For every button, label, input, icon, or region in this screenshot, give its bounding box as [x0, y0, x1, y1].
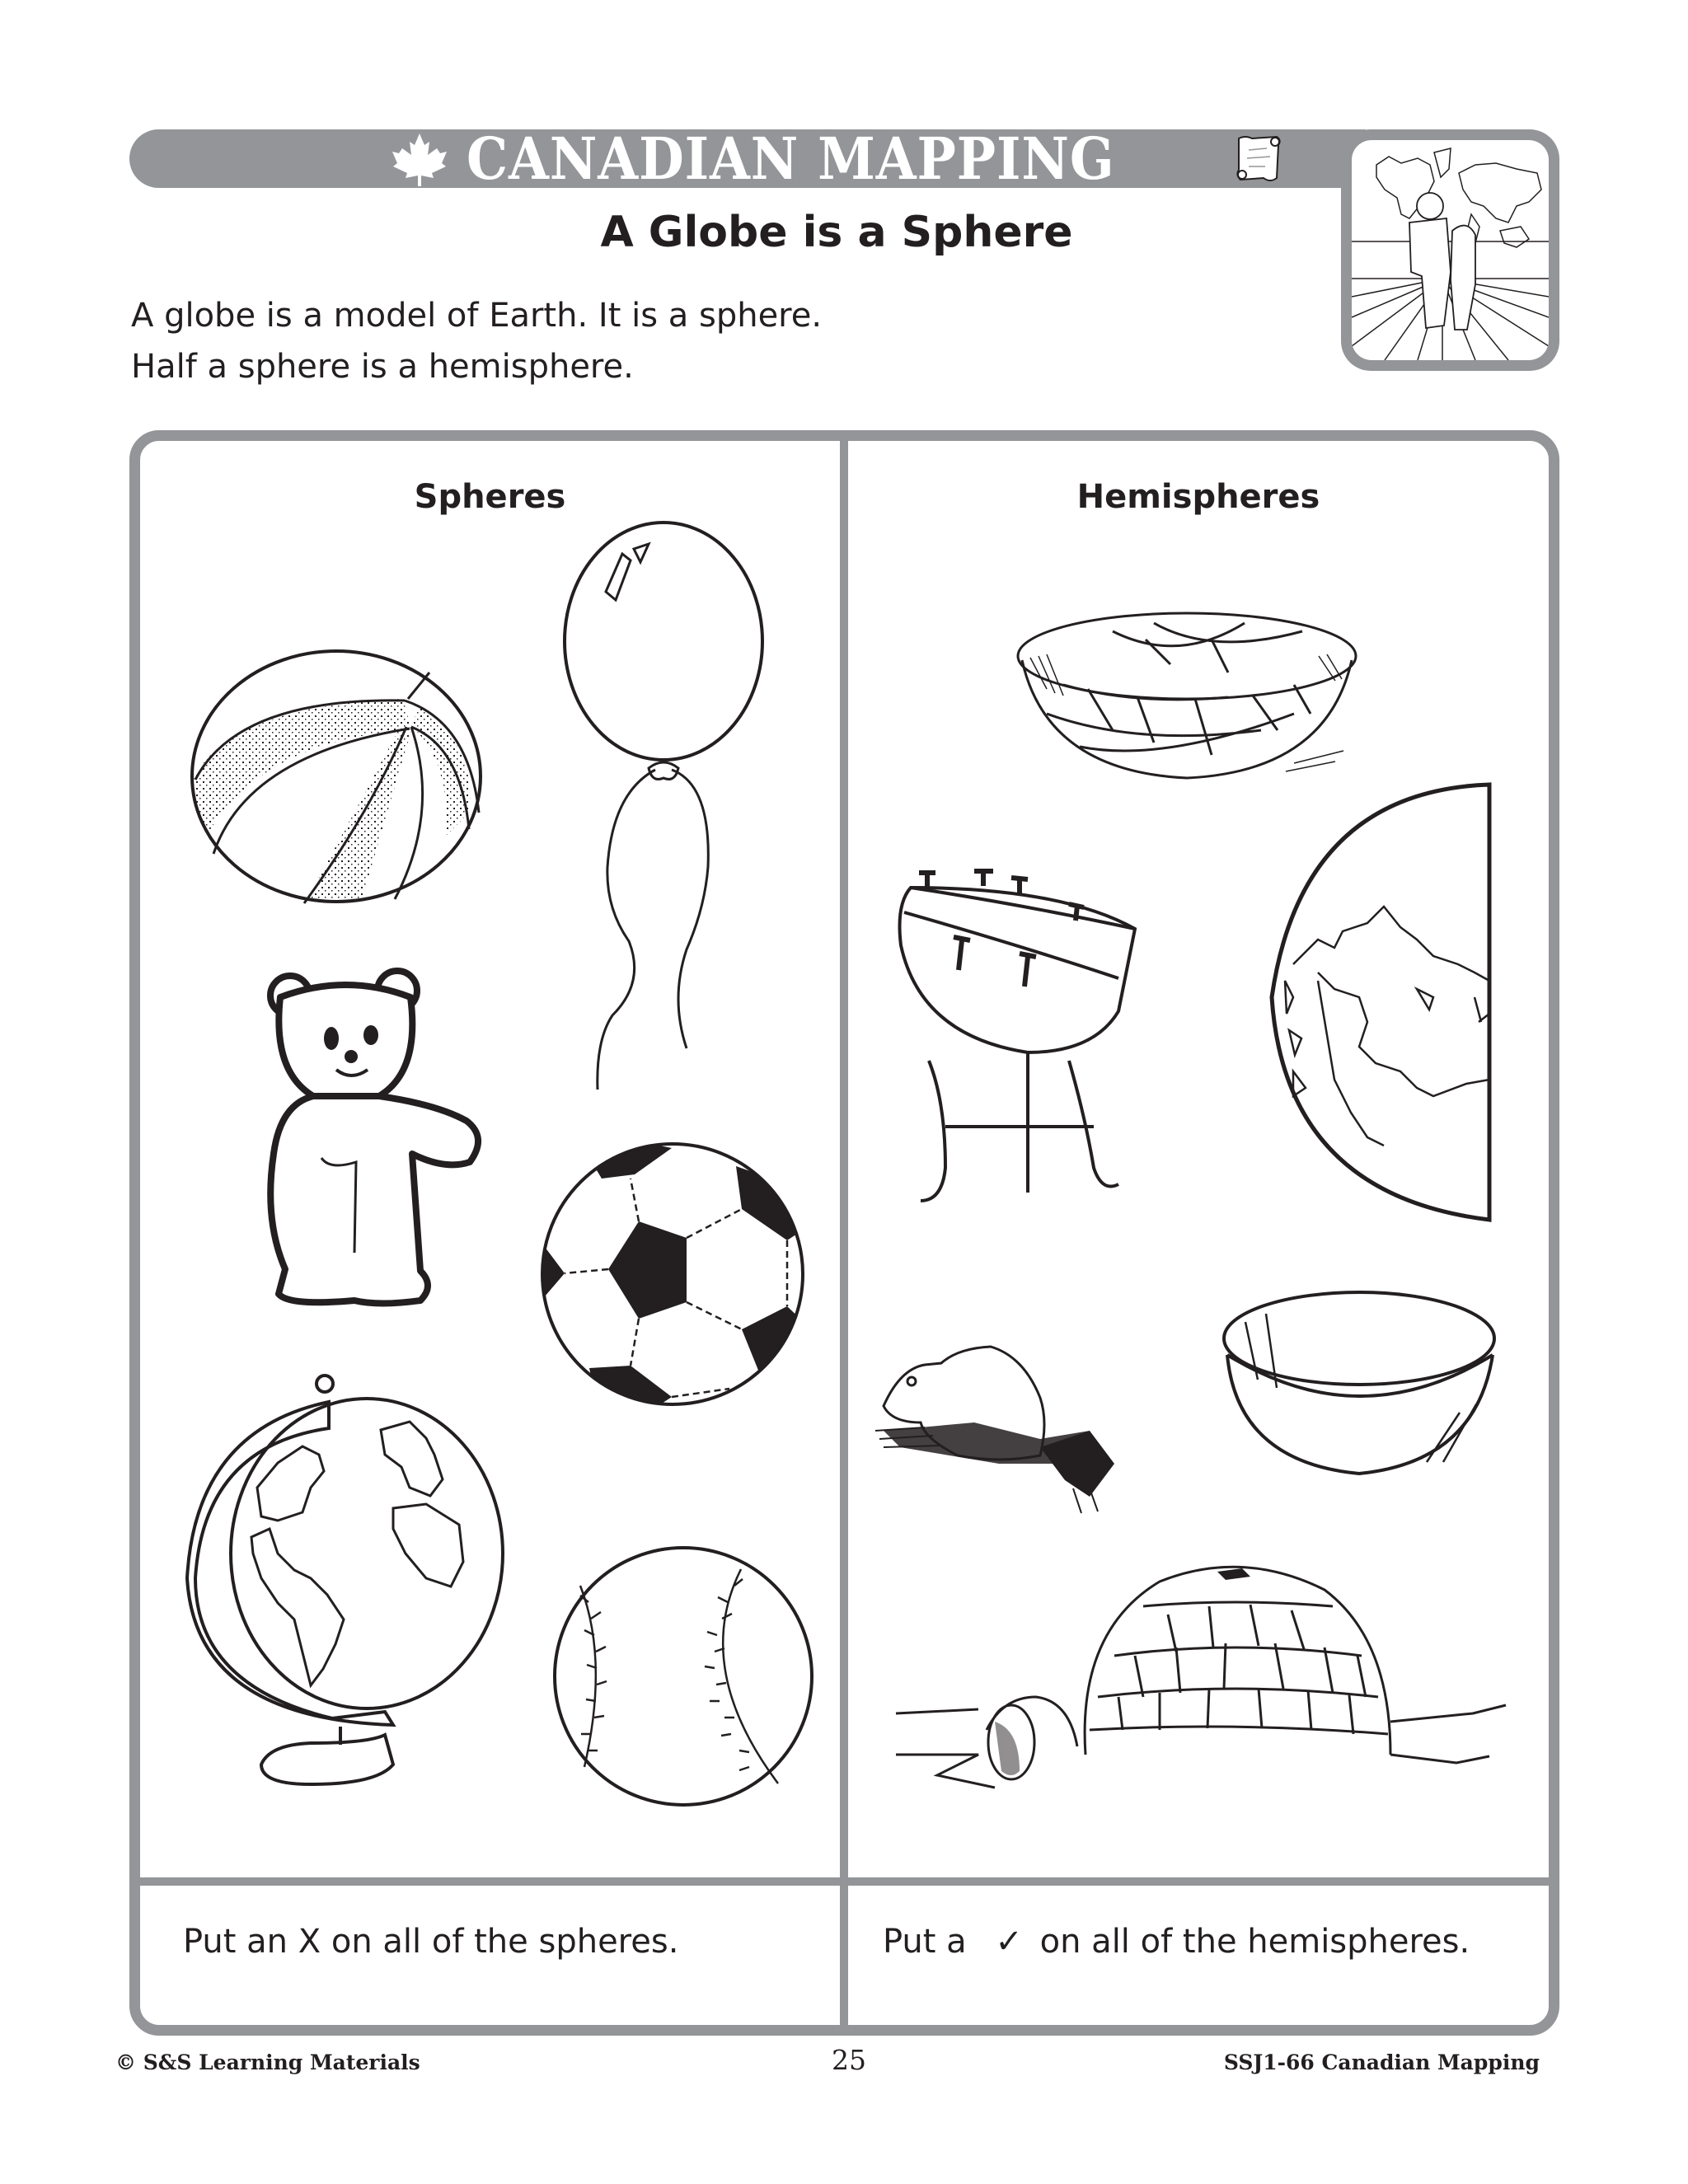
footer-copyright: © S&S Learning Materials: [115, 2050, 420, 2074]
hemispheres-instruction-prefix: Put a: [883, 1923, 967, 1961]
intro-line-1: A globe is a model of Earth. It is a sphere.: [131, 297, 823, 335]
soccer-ball-picture[interactable]: [540, 1141, 806, 1408]
baseball-picture[interactable]: [551, 1544, 815, 1808]
banner-title-group: [391, 124, 1187, 193]
igloo-picture[interactable]: [896, 1565, 1506, 1794]
hemispheres-instruction-suffix: on all of the hemispheres.: [1039, 1923, 1470, 1961]
beach-ball-picture[interactable]: [189, 648, 484, 905]
beaver-picture[interactable]: [875, 1324, 1202, 1518]
column-heading-hemispheres: Hemispheres: [1076, 478, 1320, 516]
checkmark-icon: ✓: [995, 1923, 1023, 1961]
spheres-instruction: Put an X on all of the spheres.: [183, 1923, 679, 1961]
bowl-picture[interactable]: [1221, 1289, 1498, 1477]
banner-title: CANADIAN MAPPING: [467, 124, 1115, 193]
instruction-row-divider: [136, 1877, 1554, 1886]
column-heading-spheres: Spheres: [414, 478, 566, 516]
hemispheres-instruction: [883, 1919, 1470, 1965]
half-earth-picture[interactable]: [1268, 783, 1493, 1223]
map-scroll-icon: [1234, 134, 1283, 185]
balloon-picture[interactable]: [563, 521, 765, 1091]
kettle-drum-picture[interactable]: [896, 855, 1147, 1222]
footer-book-title: SSJ1-66 Canadian Mapping: [1223, 2050, 1540, 2074]
maple-leaf-icon: [391, 132, 448, 186]
globe-picture[interactable]: [179, 1372, 504, 1788]
woven-basket-picture[interactable]: [1014, 607, 1360, 781]
intro-text: [131, 290, 822, 392]
column-divider: [840, 437, 848, 2027]
teddy-bear-picture[interactable]: [256, 972, 486, 1306]
intro-line-2: Half a sphere is a hemisphere.: [131, 348, 634, 386]
page-number: 25: [832, 2044, 866, 2076]
page-title: A Globe is a Sphere: [600, 208, 1073, 257]
